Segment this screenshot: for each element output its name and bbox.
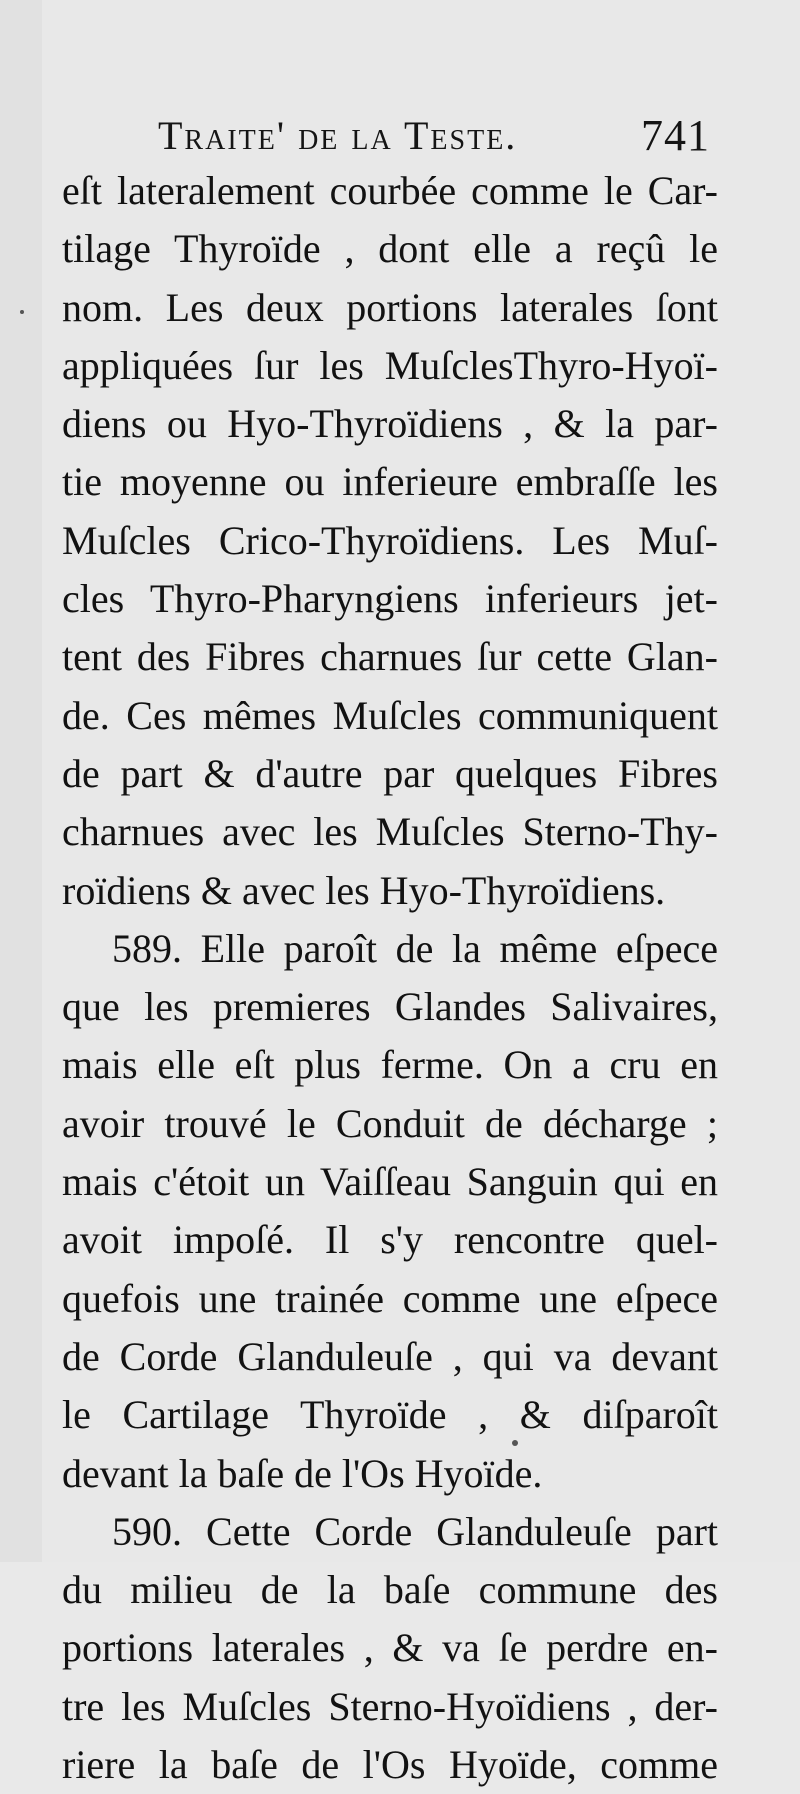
text-line: cles Thyro-Pharyngiens inferieurs jet- — [62, 576, 718, 622]
text-line: de part & d'autre par quelques Fibres — [62, 750, 718, 796]
text-line: tilage Thyroïde , dont elle a reçû le — [62, 226, 718, 272]
text-line: tie moyenne ou inferieure embraſſe les — [62, 459, 718, 505]
ink-speck — [512, 1440, 518, 1446]
text-line: tent des Fibres charnues ſur cette Glan- — [62, 634, 718, 680]
text-line: mais elle eſt plus ferme. On a cru en — [62, 1042, 718, 1088]
text-line: charnues avec les Muſcles Sterno-Thy- — [62, 809, 718, 855]
text-line: du milieu de la baſe commune des — [62, 1567, 718, 1613]
paragraph-590-first-line: 590. Cette Corde Glanduleuſe part — [112, 1508, 718, 1554]
gutter-shadow — [0, 0, 42, 1562]
ink-speck — [20, 310, 24, 314]
text-line: tre les Muſcles Sterno-Hyoïdiens , der- — [62, 1683, 718, 1729]
text-line: de Corde Glanduleuſe , qui va devant — [62, 1333, 718, 1379]
text-line: diens ou Hyo-Thyroïdiens , & la par- — [62, 401, 718, 447]
text-line: avoit impoſé. Il s'y rencontre quel- — [62, 1217, 718, 1263]
text-line: avoir trouvé le Conduit de décharge ; — [62, 1100, 718, 1146]
text-line: eſt lateralement courbée comme le Car- — [62, 168, 718, 213]
text-line: que les premieres Glandes Salivaires, — [62, 984, 718, 1030]
text-line: riere la baſe de l'Os Hyoïde, comme — [62, 1742, 718, 1788]
text-line: mais c'étoit un Vaiſſeau Sanguin qui en — [62, 1159, 718, 1205]
text-line: de. Ces mêmes Muſcles communiquent — [62, 692, 718, 738]
text-line: portions laterales , & va ſe perdre en- — [62, 1625, 718, 1671]
text-line: nom. Les deux portions laterales ſont — [62, 284, 718, 330]
text-line: devant la baſe de l'Os Hyoïde. — [62, 1450, 543, 1496]
text-line: le Cartilage Thyroïde , & diſparoît — [62, 1392, 718, 1438]
running-title: Traite' de la Teste. — [158, 113, 518, 158]
running-head — [158, 108, 718, 164]
text-line: quefois une trainée comme une eſpece — [62, 1275, 718, 1321]
text-line: appliquées ſur les MuſclesThyro-Hyoï- — [62, 342, 718, 388]
page-number: 741 — [641, 111, 710, 160]
text-line: roïdiens & avec les Hyo-Thyroïdiens. — [62, 867, 666, 913]
text-line: Muſcles Crico-Thyroïdiens. Les Muſ- — [62, 517, 718, 563]
body-text — [62, 162, 718, 1794]
paragraph-589-first-line: 589. Elle paroît de la même eſpece — [112, 925, 718, 971]
